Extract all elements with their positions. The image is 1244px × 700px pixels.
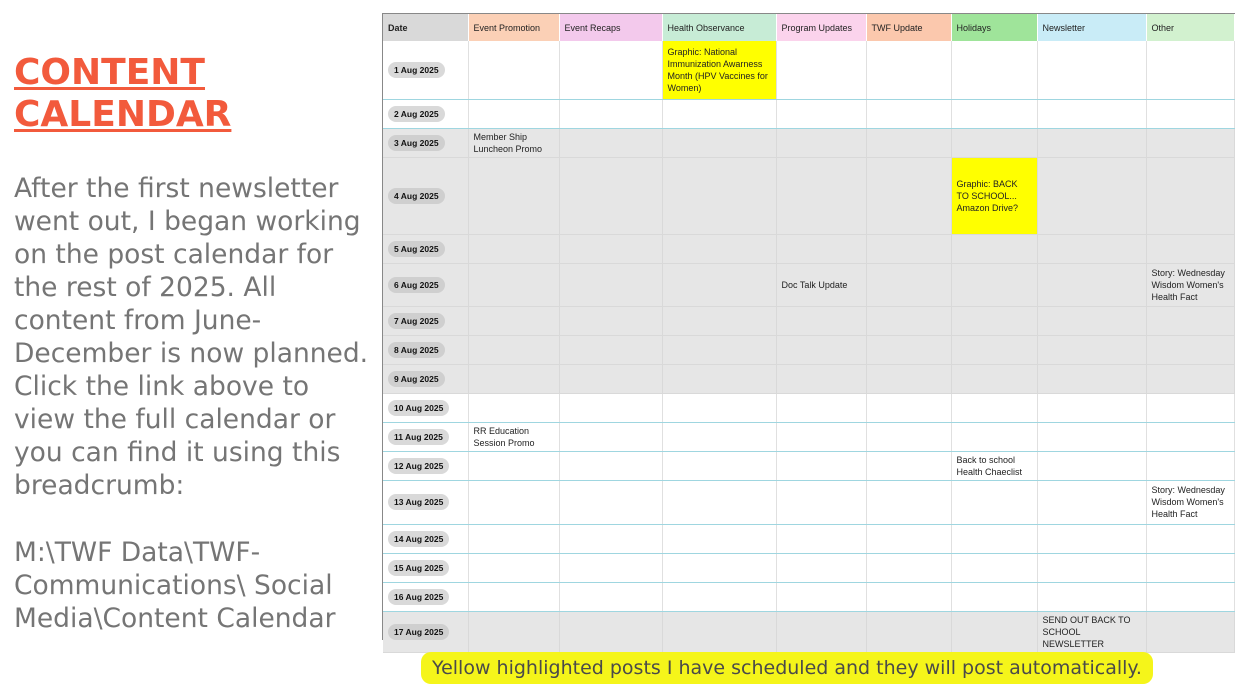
calendar-cell[interactable] bbox=[559, 393, 662, 422]
calendar-cell[interactable] bbox=[559, 263, 662, 306]
calendar-cell[interactable] bbox=[662, 611, 776, 652]
calendar-cell[interactable] bbox=[468, 480, 559, 524]
calendar-cell[interactable] bbox=[1037, 393, 1146, 422]
calendar-cell[interactable] bbox=[951, 364, 1037, 393]
date-pill: 1 Aug 2025 bbox=[388, 62, 445, 78]
title-line-1: CONTENT bbox=[14, 52, 205, 93]
calendar-cell[interactable] bbox=[951, 393, 1037, 422]
calendar-cell[interactable]: Doc Talk Update bbox=[776, 263, 866, 306]
calendar-cell[interactable]: Member Ship Luncheon Promo bbox=[468, 128, 559, 157]
calendar-cell[interactable] bbox=[776, 393, 866, 422]
calendar-cell[interactable] bbox=[1146, 524, 1234, 553]
calendar-cell[interactable] bbox=[866, 553, 951, 582]
calendar-cell[interactable] bbox=[866, 157, 951, 234]
date-cell[interactable] bbox=[383, 99, 468, 128]
date-pill: 9 Aug 2025 bbox=[388, 371, 445, 387]
calendar-cell[interactable] bbox=[662, 306, 776, 335]
calendar-cell[interactable] bbox=[559, 364, 662, 393]
date-cell[interactable] bbox=[383, 422, 468, 451]
calendar-cell[interactable] bbox=[559, 128, 662, 157]
date-cell[interactable] bbox=[383, 234, 468, 263]
table-row bbox=[383, 41, 1234, 99]
table-row bbox=[383, 364, 1234, 393]
calendar-cell[interactable] bbox=[662, 524, 776, 553]
date-cell[interactable] bbox=[383, 611, 468, 652]
date-pill: 12 Aug 2025 bbox=[388, 458, 449, 474]
calendar-cell[interactable] bbox=[951, 234, 1037, 263]
calendar-cell[interactable] bbox=[866, 611, 951, 652]
calendar-cell[interactable] bbox=[662, 128, 776, 157]
calendar-cell[interactable] bbox=[866, 306, 951, 335]
calendar-cell[interactable] bbox=[951, 524, 1037, 553]
calendar-cell[interactable] bbox=[951, 41, 1037, 99]
calendar-cell[interactable] bbox=[866, 99, 951, 128]
calendar-cell[interactable] bbox=[951, 128, 1037, 157]
calendar-cell[interactable] bbox=[951, 306, 1037, 335]
date-cell[interactable] bbox=[383, 157, 468, 234]
breadcrumb-path: M:\TWF Data\TWF-Communications\ Social Media\Content Calendar bbox=[14, 537, 336, 634]
calendar-header-row bbox=[383, 14, 1234, 41]
calendar-cell[interactable] bbox=[662, 422, 776, 451]
calendar-cell[interactable] bbox=[951, 422, 1037, 451]
calendar-cell[interactable] bbox=[866, 524, 951, 553]
calendar-cell[interactable] bbox=[559, 99, 662, 128]
calendar-cell[interactable] bbox=[1037, 41, 1146, 99]
calendar-cell[interactable] bbox=[776, 128, 866, 157]
calendar-cell[interactable] bbox=[1037, 524, 1146, 553]
calendar-cell[interactable] bbox=[1146, 157, 1234, 234]
calendar-cell[interactable] bbox=[662, 157, 776, 234]
table-row bbox=[383, 393, 1234, 422]
calendar-cell[interactable] bbox=[1146, 99, 1234, 128]
calendar-cell[interactable] bbox=[776, 524, 866, 553]
calendar-cell[interactable] bbox=[951, 263, 1037, 306]
date-pill: 2 Aug 2025 bbox=[388, 106, 445, 122]
calendar-cell[interactable] bbox=[559, 611, 662, 652]
date-pill: 7 Aug 2025 bbox=[388, 313, 445, 329]
calendar-cell[interactable] bbox=[776, 234, 866, 263]
date-pill: 6 Aug 2025 bbox=[388, 277, 445, 293]
calendar-cell[interactable] bbox=[1037, 157, 1146, 234]
calendar-cell[interactable] bbox=[776, 306, 866, 335]
calendar-cell[interactable] bbox=[662, 263, 776, 306]
date-pill: 14 Aug 2025 bbox=[388, 531, 449, 547]
table-row bbox=[383, 99, 1234, 128]
calendar-cell[interactable] bbox=[1146, 335, 1234, 364]
date-cell[interactable] bbox=[383, 364, 468, 393]
calendar-cell[interactable] bbox=[662, 99, 776, 128]
calendar-cell[interactable] bbox=[468, 263, 559, 306]
date-pill: 3 Aug 2025 bbox=[388, 135, 445, 151]
calendar-cell[interactable] bbox=[776, 157, 866, 234]
description-text: After the first newsletter went out, I began working on the post calendar for the rest of 2025. All content from June-December is now planned. Click the link above to view the full calendar or you can find it using this breadcrumb: bbox=[14, 173, 369, 501]
calendar-cell[interactable] bbox=[559, 553, 662, 582]
calendar-cell[interactable]: Graphic: BACK TO SCHOOL... Amazon Drive? bbox=[951, 157, 1037, 234]
date-cell[interactable] bbox=[383, 393, 468, 422]
calendar-cell[interactable] bbox=[776, 364, 866, 393]
calendar-cell[interactable] bbox=[662, 393, 776, 422]
date-cell[interactable] bbox=[383, 335, 468, 364]
calendar-cell[interactable] bbox=[1037, 263, 1146, 306]
calendar-cell[interactable] bbox=[559, 335, 662, 364]
date-pill: 13 Aug 2025 bbox=[388, 494, 449, 510]
date-cell[interactable] bbox=[383, 451, 468, 480]
calendar-cell[interactable] bbox=[468, 451, 559, 480]
date-pill: 8 Aug 2025 bbox=[388, 342, 445, 358]
calendar-cell[interactable] bbox=[559, 306, 662, 335]
column-header-twf-update[interactable]: TWF Update bbox=[866, 14, 951, 41]
calendar-cell[interactable] bbox=[866, 422, 951, 451]
calendar-cell[interactable] bbox=[866, 41, 951, 99]
calendar-cell[interactable] bbox=[776, 480, 866, 524]
calendar-cell[interactable] bbox=[468, 157, 559, 234]
date-pill: 4 Aug 2025 bbox=[388, 188, 445, 204]
table-row bbox=[383, 335, 1234, 364]
calendar-cell[interactable] bbox=[776, 422, 866, 451]
calendar-grid bbox=[383, 14, 1235, 653]
calendar-cell[interactable] bbox=[559, 480, 662, 524]
calendar-cell[interactable] bbox=[1037, 128, 1146, 157]
calendar-cell[interactable] bbox=[866, 128, 951, 157]
calendar-cell[interactable] bbox=[866, 364, 951, 393]
calendar-cell[interactable]: SEND OUT BACK TO SCHOOL NEWSLETTER bbox=[1037, 611, 1146, 652]
calendar-cell[interactable] bbox=[776, 582, 866, 611]
date-pill: 5 Aug 2025 bbox=[388, 241, 445, 257]
calendar-cell[interactable]: Story: Wednesday Wisdom Women's Health Fact bbox=[1146, 480, 1234, 524]
table-row bbox=[383, 234, 1234, 263]
table-row bbox=[383, 553, 1234, 582]
calendar-cell[interactable] bbox=[951, 553, 1037, 582]
calendar-cell[interactable] bbox=[1146, 611, 1234, 652]
column-header-health-observance[interactable]: Health Observance bbox=[662, 14, 776, 41]
date-pill: 10 Aug 2025 bbox=[388, 400, 449, 416]
content-calendar-table bbox=[382, 13, 1235, 649]
calendar-cell[interactable]: Story: Wednesday Wisdom Women's Health Fact bbox=[1146, 263, 1234, 306]
calendar-cell[interactable] bbox=[1037, 582, 1146, 611]
table-row bbox=[383, 263, 1234, 306]
calendar-cell[interactable] bbox=[1037, 99, 1146, 128]
calendar-cell[interactable] bbox=[468, 553, 559, 582]
calendar-cell[interactable] bbox=[1037, 306, 1146, 335]
calendar-cell[interactable] bbox=[559, 524, 662, 553]
calendar-cell[interactable] bbox=[1037, 422, 1146, 451]
calendar-cell[interactable] bbox=[662, 451, 776, 480]
table-row bbox=[383, 306, 1234, 335]
title-line-2: CALENDAR bbox=[14, 94, 232, 135]
calendar-cell[interactable] bbox=[559, 582, 662, 611]
table-row bbox=[383, 524, 1234, 553]
calendar-cell[interactable] bbox=[468, 335, 559, 364]
calendar-cell[interactable] bbox=[866, 582, 951, 611]
calendar-cell[interactable] bbox=[559, 422, 662, 451]
column-header-event-promotion[interactable]: Event Promotion bbox=[468, 14, 559, 41]
calendar-cell[interactable] bbox=[1146, 234, 1234, 263]
calendar-cell[interactable] bbox=[468, 41, 559, 99]
table-row bbox=[383, 480, 1234, 524]
calendar-cell[interactable] bbox=[1146, 422, 1234, 451]
calendar-cell[interactable] bbox=[468, 393, 559, 422]
calendar-cell[interactable] bbox=[662, 480, 776, 524]
table-row bbox=[383, 128, 1234, 157]
column-header-holidays[interactable]: Holidays bbox=[951, 14, 1037, 41]
date-cell[interactable] bbox=[383, 553, 468, 582]
highlight-note: Yellow highlighted posts I have scheduled and they will post automatically. bbox=[421, 652, 1153, 684]
calendar-cell[interactable] bbox=[662, 582, 776, 611]
calendar-body bbox=[383, 41, 1234, 652]
calendar-cell[interactable] bbox=[559, 41, 662, 99]
calendar-cell[interactable] bbox=[776, 99, 866, 128]
calendar-cell[interactable] bbox=[1146, 364, 1234, 393]
calendar-cell[interactable]: Back to school Health Chaeclist bbox=[951, 451, 1037, 480]
calendar-cell[interactable] bbox=[1037, 480, 1146, 524]
calendar-cell[interactable] bbox=[776, 611, 866, 652]
calendar-cell[interactable] bbox=[951, 335, 1037, 364]
date-pill: 15 Aug 2025 bbox=[388, 560, 449, 576]
calendar-cell[interactable] bbox=[1037, 234, 1146, 263]
table-row bbox=[383, 451, 1234, 480]
calendar-cell[interactable] bbox=[662, 234, 776, 263]
calendar-cell[interactable] bbox=[662, 553, 776, 582]
calendar-cell[interactable] bbox=[866, 263, 951, 306]
date-pill: 16 Aug 2025 bbox=[388, 589, 449, 605]
calendar-cell[interactable] bbox=[866, 451, 951, 480]
date-cell[interactable] bbox=[383, 128, 468, 157]
calendar-cell[interactable] bbox=[1037, 451, 1146, 480]
calendar-cell[interactable] bbox=[1146, 582, 1234, 611]
calendar-cell[interactable]: RR Education Session Promo bbox=[468, 422, 559, 451]
calendar-cell[interactable] bbox=[559, 234, 662, 263]
column-header-event-recaps[interactable]: Event Recaps bbox=[559, 14, 662, 41]
date-cell[interactable] bbox=[383, 524, 468, 553]
calendar-cell[interactable] bbox=[662, 335, 776, 364]
calendar-cell[interactable] bbox=[866, 480, 951, 524]
column-header-other[interactable]: Other bbox=[1146, 14, 1234, 41]
date-cell[interactable] bbox=[383, 582, 468, 611]
calendar-cell[interactable] bbox=[776, 41, 866, 99]
calendar-cell[interactable] bbox=[468, 524, 559, 553]
column-header-program-updates[interactable]: Program Updates bbox=[776, 14, 866, 41]
date-cell[interactable] bbox=[383, 480, 468, 524]
calendar-cell[interactable] bbox=[468, 234, 559, 263]
calendar-cell[interactable] bbox=[1037, 335, 1146, 364]
date-cell[interactable] bbox=[383, 263, 468, 306]
calendar-cell[interactable] bbox=[468, 611, 559, 652]
column-header-date[interactable]: Date bbox=[383, 14, 468, 41]
calendar-cell[interactable] bbox=[776, 451, 866, 480]
calendar-cell[interactable] bbox=[1146, 128, 1234, 157]
calendar-cell[interactable] bbox=[951, 582, 1037, 611]
calendar-cell[interactable] bbox=[951, 611, 1037, 652]
calendar-cell[interactable] bbox=[468, 306, 559, 335]
calendar-cell[interactable] bbox=[559, 451, 662, 480]
table-row bbox=[383, 611, 1234, 652]
date-pill: 11 Aug 2025 bbox=[388, 429, 449, 445]
date-pill: 17 Aug 2025 bbox=[388, 624, 449, 640]
calendar-cell[interactable] bbox=[468, 364, 559, 393]
page-title bbox=[14, 52, 344, 136]
calendar-cell[interactable] bbox=[1146, 553, 1234, 582]
calendar-cell[interactable] bbox=[468, 99, 559, 128]
calendar-cell[interactable] bbox=[866, 393, 951, 422]
calendar-cell[interactable] bbox=[1146, 393, 1234, 422]
calendar-cell[interactable]: Graphic: National Immunization Awarness Month (HPV Vaccines for Women) bbox=[662, 41, 776, 99]
calendar-cell[interactable] bbox=[1146, 451, 1234, 480]
calendar-cell[interactable] bbox=[776, 335, 866, 364]
calendar-cell[interactable] bbox=[951, 99, 1037, 128]
calendar-cell[interactable] bbox=[662, 364, 776, 393]
date-cell[interactable] bbox=[383, 306, 468, 335]
calendar-cell[interactable] bbox=[1037, 553, 1146, 582]
column-header-newsletter[interactable]: Newsletter bbox=[1037, 14, 1146, 41]
calendar-cell[interactable] bbox=[1146, 41, 1234, 99]
date-cell[interactable] bbox=[383, 41, 468, 99]
table-row bbox=[383, 582, 1234, 611]
calendar-cell[interactable] bbox=[559, 157, 662, 234]
calendar-cell[interactable] bbox=[776, 553, 866, 582]
table-row bbox=[383, 422, 1234, 451]
calendar-cell[interactable] bbox=[468, 582, 559, 611]
table-row bbox=[383, 157, 1234, 234]
calendar-cell[interactable] bbox=[1146, 306, 1234, 335]
calendar-cell[interactable] bbox=[866, 335, 951, 364]
calendar-cell[interactable] bbox=[951, 480, 1037, 524]
calendar-cell[interactable] bbox=[866, 234, 951, 263]
calendar-cell[interactable] bbox=[1037, 364, 1146, 393]
